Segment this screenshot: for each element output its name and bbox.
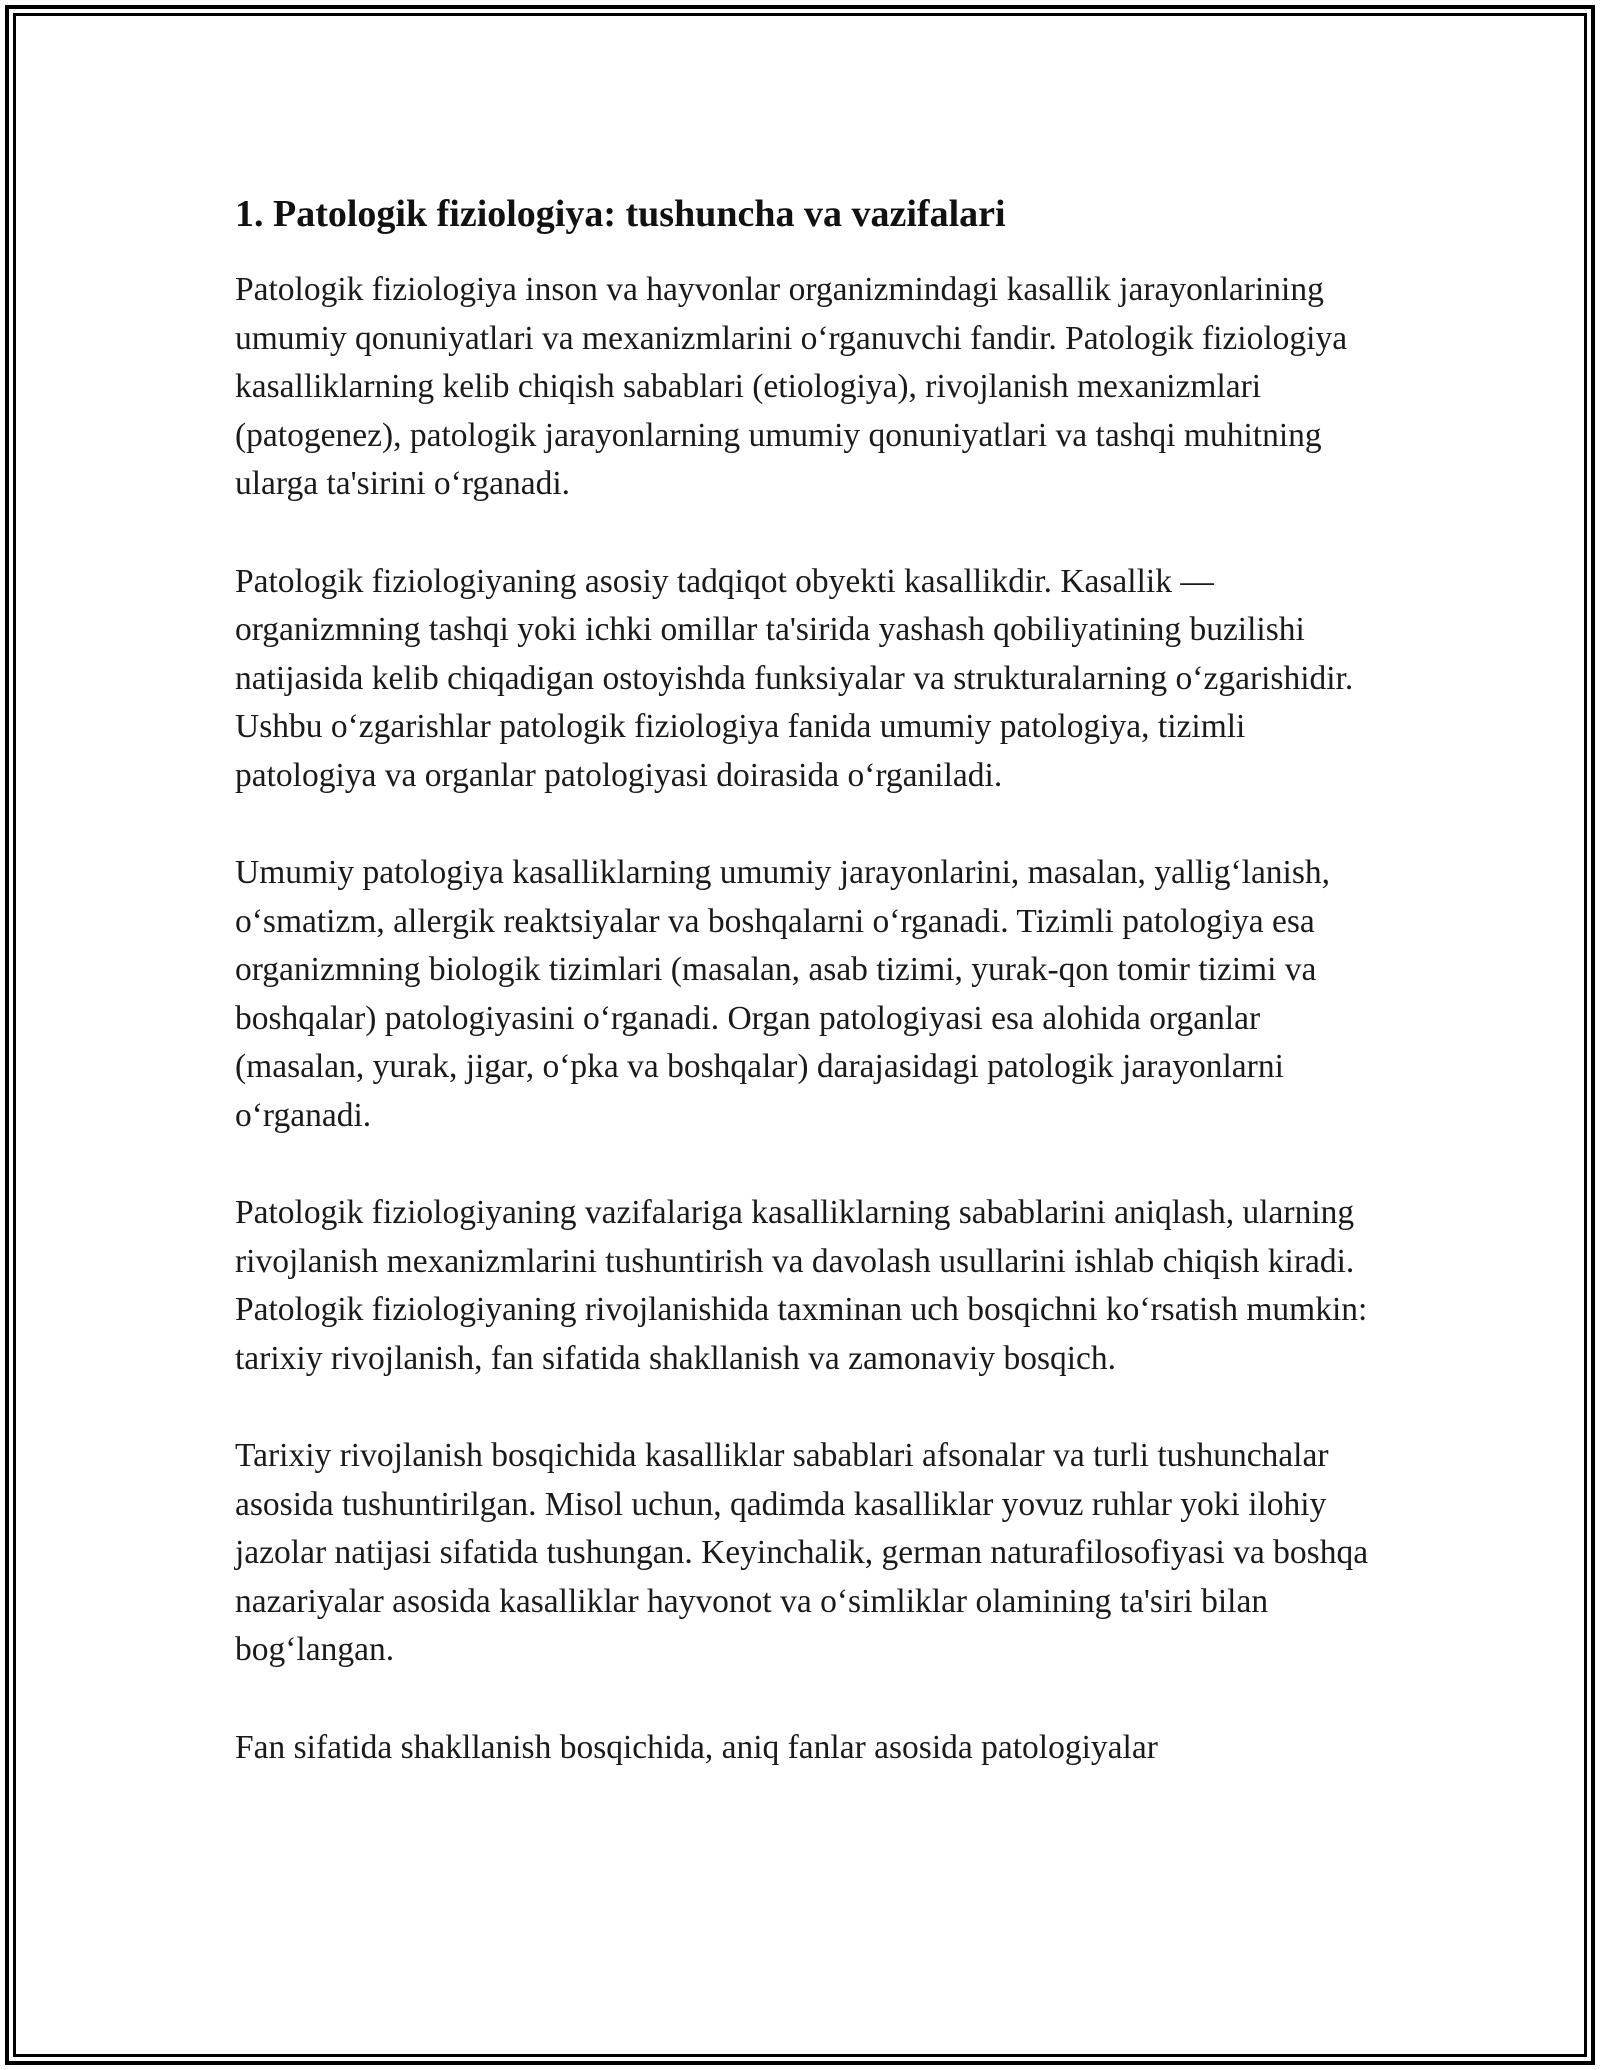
paragraph-4: Patologik fiziologiyaning vazifalariga kasalliklarning sabablarini aniqlash, ularning rivojlanish mexanizmlarini tushuntirish va davolash usullarini ishlab chiqish kiradi. Patologik fiziologiyaning rivojlanishida taxminan uch bosqichni ko‘rsatish mumkin: tarixiy rivojlanish, fan sifatida shakllanish va zamonaviy bosqich.	[235, 1194, 1368, 1377]
paragraph-6: Fan sifatida shakllanish bosqichida, aniq fanlar asosida patologiyalar	[235, 1728, 1158, 1766]
paragraph-5: Tarixiy rivojlanish bosqichida kasalliklar sabablari afsonalar va turli tushunchalar asosida tushuntirilgan. Misol uchun, qadimda kasalliklar yovuz ruhlar yoki ilohiy jazolar natijasi sifatida tushungan. Keyinchalik, german naturafilosofiyasi va boshqa nazariyalar asosida kasalliklar hayvonot va o‘simliklar olamining ta'siri bilan bog‘langan.	[235, 1437, 1369, 1668]
section-heading: 1. Patologik fiziologiya: tushuncha va vazifalari	[235, 193, 1006, 235]
paragraph-2: Patologik fiziologiyaning asosiy tadqiqot obyekti kasallikdir. Kasallik — organizmning tashqi yoki ichki omillar ta'sirida yashash qobiliyatining buzilishi natijasida kelib chiqadigan ostoyishda funksiyalar va strukturalarning o‘zgarishidir. Ushbu o‘zgarishlar patologik fiziologiya fanida umumiy patologiya, tizimli patologiya va organlar patologiyasi doirasida o‘rganiladi.	[235, 562, 1354, 794]
paragraph-3: Umumiy patologiya kasalliklarning umumiy jarayonlarini, masalan, yallig‘lanish, o‘smatizm, allergik reaktsiyalar va boshqalarni o‘rganadi. Tizimli patologiya esa organizmning biologik tizimlari (masalan, asab tizimi, yurak-qon tomir tizimi va boshqalar) patologiyasini o‘rganadi. Organ patologiyasi esa alohida organlar (masalan, yurak, jigar, o‘pka va boshqalar) darajasidagi patologik jarayonlarni o‘rganadi.	[235, 854, 1331, 1134]
document-body	[235, 188, 1375, 1821]
paragraph-1: Patologik fiziologiya inson va hayvonlar organizmindagi kasallik jarayonlarining umumiy qonuniyatlari va mexanizmlarini o‘rganuvchi fandir. Patologik fiziologiya kasalliklarning kelib chiqish sabablari (etiologiya), rivojlanish mexanizmlari (patogenez), patologik jarayonlarning umumiy qonuniyatlari va tashqi muhitning ularga ta'sirini o‘rganadi.	[235, 271, 1348, 502]
